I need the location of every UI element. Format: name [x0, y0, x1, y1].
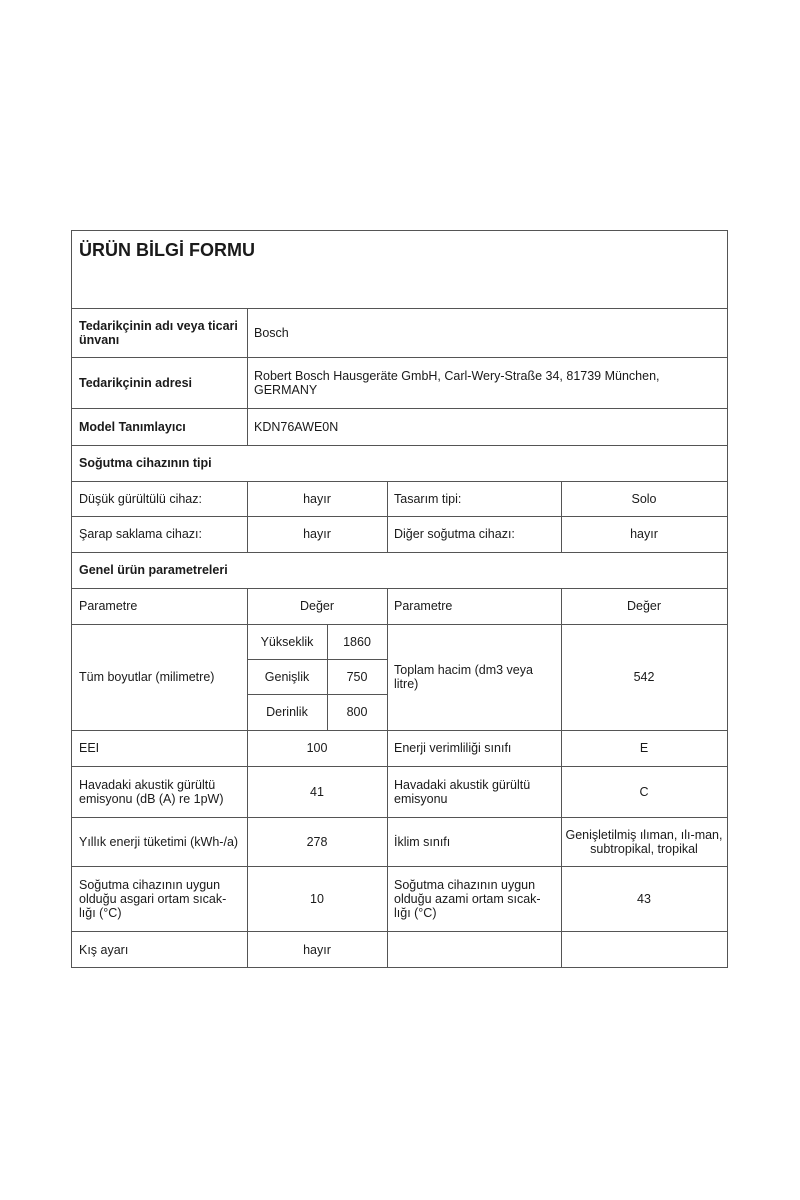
depth-label: Derinlik — [266, 705, 308, 719]
max-temp-label: Soğutma cihazının uygun olduğu azami ortam sıcak-lığı (°C) — [394, 877, 541, 920]
total-volume-label: Toplam hacim (dm3 veya litre) — [394, 663, 533, 691]
other-cooling-value: hayır — [630, 527, 658, 541]
height-label: Yükseklik — [260, 634, 314, 649]
max-temp-value: 43 — [637, 891, 651, 906]
model-label: Model Tanımlayıcı — [79, 419, 186, 434]
annual-energy-label: Yıllık enerji tüketimi (kWh-/a) — [79, 834, 239, 849]
device-type-heading: Soğutma cihazının tipi — [79, 456, 212, 470]
wine-storage-label: Şarap saklama cihazı: — [79, 527, 202, 541]
col-header-parameter-2: Parametre — [394, 599, 453, 613]
wine-storage-value: hayır — [303, 527, 331, 541]
climate-class-label: İklim sınıfı — [394, 834, 451, 849]
min-temp-label: Soğutma cihazının uygun olduğu asgari ortam sıcak-lığı (°C) — [79, 877, 227, 920]
noise-class-label: Havadaki akustik gürültü emisyonu — [394, 777, 531, 806]
energy-class-label: Enerji verimliliği sınıfı — [394, 741, 512, 755]
eei-label: EEI — [79, 741, 100, 755]
depth-value: 800 — [346, 705, 368, 719]
design-type-label: Tasarım tipi: — [394, 491, 462, 506]
height-value: 1860 — [343, 634, 371, 649]
supplier-address-label: Tedarikçinin adresi — [79, 375, 193, 390]
annual-energy-value: 278 — [306, 834, 328, 849]
total-volume-value: 542 — [633, 670, 655, 684]
supplier-name-label: Tedarikçinin adı veya ticari ünvanı — [79, 318, 238, 347]
empty-cell — [561, 931, 727, 968]
model-value: KDN76AWE0N — [254, 419, 339, 434]
form-title: ÜRÜN BİLGİ FORMU — [79, 240, 255, 260]
noise-class-value: C — [639, 784, 649, 799]
low-noise-label: Düşük gürültülü cihaz: — [79, 491, 202, 506]
col-header-value-2: Değer — [626, 599, 662, 613]
dimensions-label: Tüm boyutlar (milimetre) — [79, 670, 215, 684]
col-header-parameter: Parametre — [79, 599, 138, 613]
climate-class-value: Genişletilmiş ılıman, ılı-man, subtropikal, tropikal — [565, 827, 723, 856]
col-header-value: Değer — [299, 599, 335, 613]
other-cooling-label: Diğer soğutma cihazı: — [394, 527, 515, 541]
supplier-name-value: Bosch — [254, 325, 289, 340]
eei-value: 100 — [306, 741, 328, 755]
winter-setting-label: Kış ayarı — [79, 942, 129, 957]
energy-class-value: E — [639, 741, 649, 755]
winter-setting-value: hayır — [303, 942, 331, 957]
min-temp-value: 10 — [310, 891, 324, 906]
product-info-form — [71, 230, 728, 968]
noise-emission-label: Havadaki akustik gürültü emisyonu (dB (A) re 1pW) — [79, 777, 224, 806]
general-params-heading: Genel ürün parametreleri — [79, 563, 228, 577]
width-label: Genişlik — [264, 669, 310, 684]
noise-emission-value: 41 — [310, 784, 324, 799]
width-value: 750 — [346, 669, 368, 684]
design-type-value: Solo — [631, 491, 657, 506]
low-noise-value: hayır — [303, 491, 331, 506]
supplier-address-value: Robert Bosch Hausgeräte GmbH, Carl-Wery-Straße 34, 81739 München, GERMANY — [254, 368, 660, 397]
empty-cell — [387, 931, 561, 968]
